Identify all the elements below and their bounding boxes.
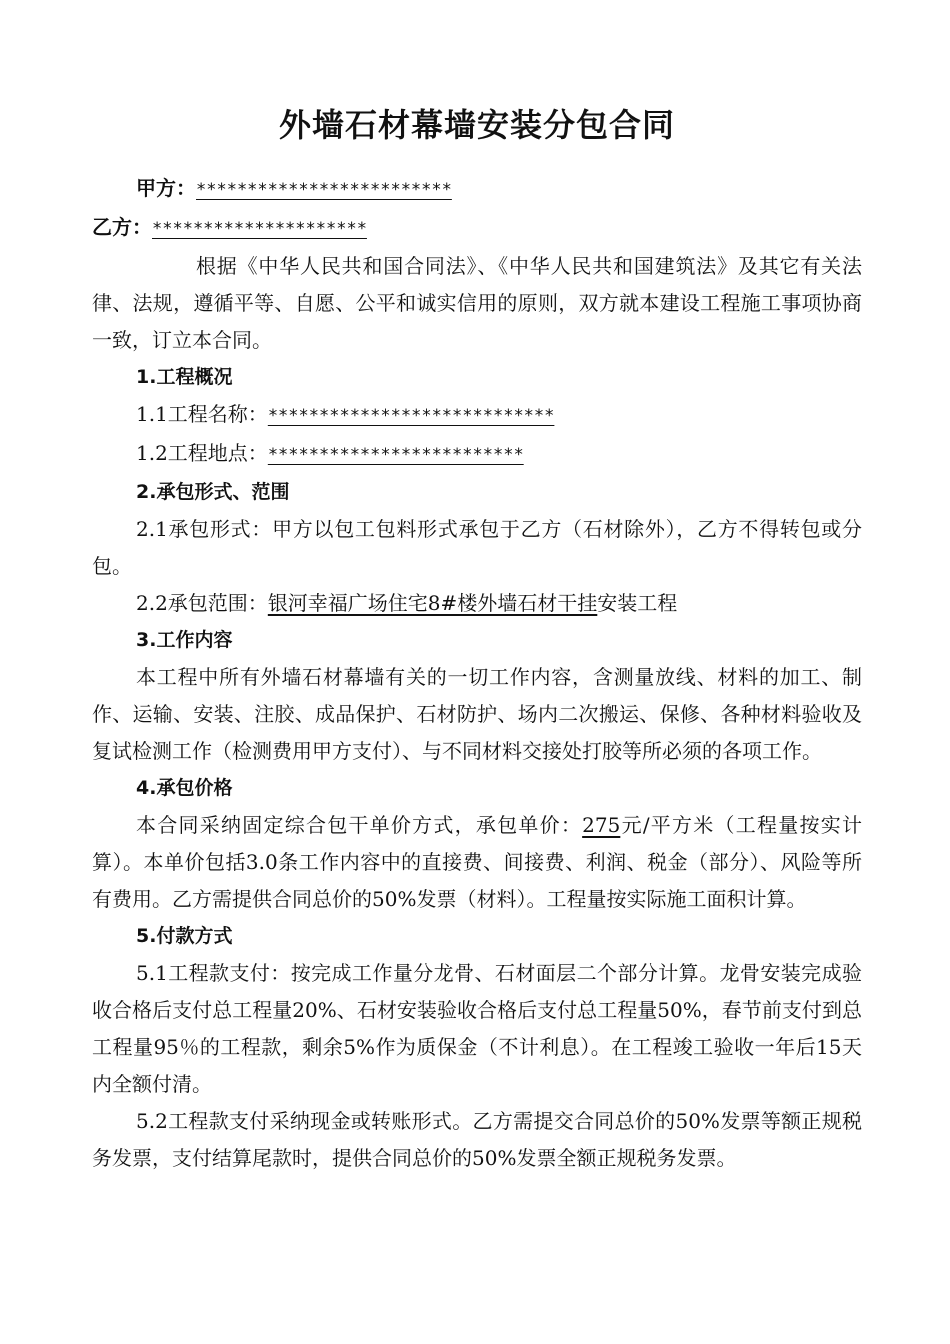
section-1-heading: 1.工程概况 (136, 366, 233, 388)
project-place-line (92, 435, 862, 474)
party-b-line (92, 209, 862, 248)
payment-paragraph-1: 5.1工程款支付：按完成工作量分龙骨、石材面层二个部分计算。龙骨安装完成验收合格后支付总工程量20%、石材安装验收合格后支付总工程量50%，春节前支付到总工程量95％的工程款，剩余5%作为质保金（不计利息）。在工程竣工验收一年后15天内全额付清。 (92, 961, 862, 1096)
project-name-label: 1.1工程名称： (136, 402, 268, 426)
project-name-line (92, 396, 862, 435)
payment-paragraph-2: 5.2工程款支付采纳现金或转账形式。乙方需提交合同总价的50%发票等额正规税务发票，支付结算尾款时，提供合同总价的50%发票全额正规税务发票。 (92, 1109, 862, 1170)
party-a-value: ************************* (196, 180, 452, 200)
project-place-label: 1.2工程地点： (136, 441, 268, 465)
party-b-value: ********************* (152, 219, 367, 239)
section-3-heading: 3.工作内容 (136, 629, 233, 651)
unit-price-value: 275 (582, 813, 621, 837)
contract-scope-line (92, 585, 862, 622)
document-title: 外墙石材幕墙安装分包合同 (278, 106, 675, 144)
party-b-label: 乙方： (92, 215, 152, 239)
price-paragraph (92, 807, 862, 918)
intro-paragraph: 根据《中华人民共和国合同法》、《中华人民共和国建筑法》及其它有关法律、法规，遵循平等、自愿、公平和诚实信用的原则，双方就本建设工程施工事项协商一致，订立本合同。 (92, 254, 862, 352)
section-2-heading: 2.承包形式、范围 (136, 481, 290, 503)
contract-form-paragraph: 2.1承包形式：甲方以包工包料形式承包于乙方（石材除外），乙方不得转包或分包。 (92, 517, 862, 578)
contract-scope-value: 银河幸福广场住宅8#楼外墙石材干挂 (267, 591, 598, 615)
section-5-heading: 5.付款方式 (136, 925, 233, 947)
party-a-label: 甲方： (136, 176, 196, 200)
section-4-heading: 4.承包价格 (136, 777, 233, 799)
price-text-pre: 本合同采纳固定综合包干单价方式，承包单价： (136, 813, 583, 837)
contract-scope-suffix: 安装工程 (597, 591, 678, 615)
price-text-post: 元/平方米（工程量按实计算）。本单价包括3.0条工作内容中的直接费、间接费、利润、税金（部分）、风险等所有费用。乙方需提供合同总价的50%发票（材料）。工程量按实际施工面积计算。 (92, 813, 862, 911)
party-a-line (92, 170, 862, 209)
work-content-paragraph: 本工程中所有外墙石材幕墙有关的一切工作内容，含测量放线、材料的加工、制作、运输、安装、注胶、成品保护、石材防护、场内二次搬运、保修、各种材料验收及复试检测工作（检测费用甲方支付）、与不同材料交接处打胶等所必须的各项工作。 (92, 665, 862, 763)
project-name-value: **************************** (267, 406, 555, 426)
contract-scope-label: 2.2承包范围： (136, 591, 268, 615)
project-place-value: ************************* (267, 445, 524, 465)
